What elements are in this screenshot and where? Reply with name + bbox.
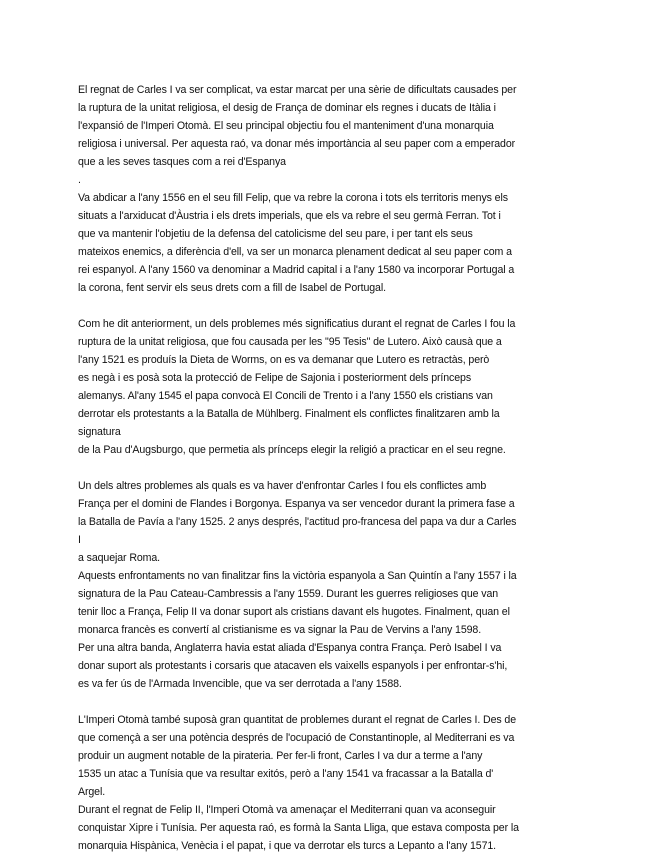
paragraph [78,477,583,693]
text-line: derrotar els protestants a la Batalla de Mühlberg. Finalment els conflictes finalitzaren amb la [78,408,500,420]
text-line: la corona, fent servir els seus drets com a fill de Isabel de Portugal. [78,282,386,294]
text-line: monarca francès es convertí al cristianisme es va signar la Pau de Vervins a l'any 1598. [78,624,482,636]
text-line: que a les seves tasques com a rei d'Espanya [78,156,286,168]
text-line: situats a l'arxiducat d'Àustria i els drets imperials, que els va rebre el seu germà Ferran. Tot i [78,210,501,222]
paragraph [78,315,583,459]
text-line: la Batalla de Pavía a l'any 1525. 2 anys després, l'actitud pro-francesa del papa va dur a Carles [78,516,517,528]
text-line: mateixos enemics, a diferència d'ell, va ser un monarca plenament dedicat al seu paper com a [78,246,512,258]
text-line: ruptura de la unitat religiosa, que fou causada per les "95 Tesis" de Lutero. Això causà que a [78,336,502,348]
text-line: l'expansió de l'Imperi Otomà. El seu principal objectiu fou el manteniment d'una monarquia [78,120,494,132]
text-line: tenir lloc a França, Felip II va donar suport als cristians davant els hugotes. Finalment, quan el [78,606,510,618]
text-line: L'Imperi Otomà també suposà gran quantitat de problemes durant el regnat de Carles I. Des de [78,714,517,726]
text-line: Un dels altres problemes als quals es va haver d'enfrontar Carles I fou els conflictes amb [78,480,487,492]
text-line: conquistar Xipre i Tunísia. Per aquesta raó, es formà la Santa Lliga, que estava composta per la [78,822,519,834]
text-line: que va mantenir l'objetiu de la defensa del catolicisme del seu pare, i per tant els seus [78,228,473,240]
text-line: la ruptura de la unitat religiosa, el desig de França de dominar els regnes i ducats de Itàlia i [78,102,496,114]
text-line: de la Pau d'Augsburgo, que permetia als prínceps elegir la religió a practicar en el seu regne. [78,444,506,456]
paragraph [78,81,583,297]
text-line: 1535 un atac a Tunísia que va resultar exitós, però a l'any 1541 va fracassar a la Batalla d' [78,768,494,780]
text-line: . [78,174,81,186]
text-line: a saquejar Roma. [78,552,161,564]
text-line: França per el domini de Flandes i Borgonya. Espanya va ser vencedor durant la primera fase a [78,498,515,510]
text-line: donar suport als protestants i corsaris que atacaven els vaixells espanyols i per enfrontar-s'hi, [78,660,508,672]
text-line: rei espanyol. A l'any 1560 va denominar a Madrid capital i a l'any 1580 va incorporar Portugal a [78,264,515,276]
text-line: que començà a ser una potència després de l'ocupació de Constantinople, al Mediterrani es va [78,732,515,744]
text-line: I [78,534,81,546]
text-line: l'any 1521 es produís la Dieta de Worms, on es va demanar que Lutero es retractàs, però [78,354,490,366]
document-body [78,81,583,855]
text-line: produir un augment notable de la pirateria. Per fer-li front, Carles I va dur a terme a l'any [78,750,483,762]
text-line: es negà i es posà sota la protecció de Felipe de Sajonia i posteriorment dels prínceps [78,372,472,384]
text-line: signatura de la Pau Cateau-Cambressis a l'any 1559. Durant les guerres religioses que van [78,588,499,600]
text-line: Per una altra banda, Anglaterra havia estat aliada d'Espanya contra França. Però Isabel I va [78,642,502,654]
text-line: monarquia Hispànica, Venècia i el papat, i que va derrotar els turcs a Lepanto a l'any 1571. [78,840,497,852]
text-line: Va abdicar a l'any 1556 en el seu fill Felip, que va rebre la corona i tots els territoris menys els [78,192,508,204]
text-line: Com he dit anteriorment, un dels problemes més significatius durant el regnat de Carles I fou la [78,318,516,330]
text-line: Aquests enfrontaments no van finalitzar fins la victòria espanyola a San Quintín a l'any 1557 i la [78,570,517,582]
text-line: religiosa i universal. Per aquesta raó, va donar més importància al seu paper com a emperador [78,138,516,150]
text-line: Durant el regnat de Felip II, l'Imperi Otomà va amenaçar el Mediterrani quan va aconseguir [78,804,496,816]
text-line: alemanys. Al'any 1545 el papa convocà El Concili de Trento i a l'any 1550 els cristians van [78,390,493,402]
text-line: es va fer ús de l'Armada Invencible, que va ser derrotada a l'any 1588. [78,678,402,690]
text-line: signatura [78,426,121,438]
paragraph [78,711,583,855]
text-line: El regnat de Carles I va ser complicat, va estar marcat per una sèrie de dificultats causades per [78,84,517,96]
text-line: Argel. [78,786,106,798]
